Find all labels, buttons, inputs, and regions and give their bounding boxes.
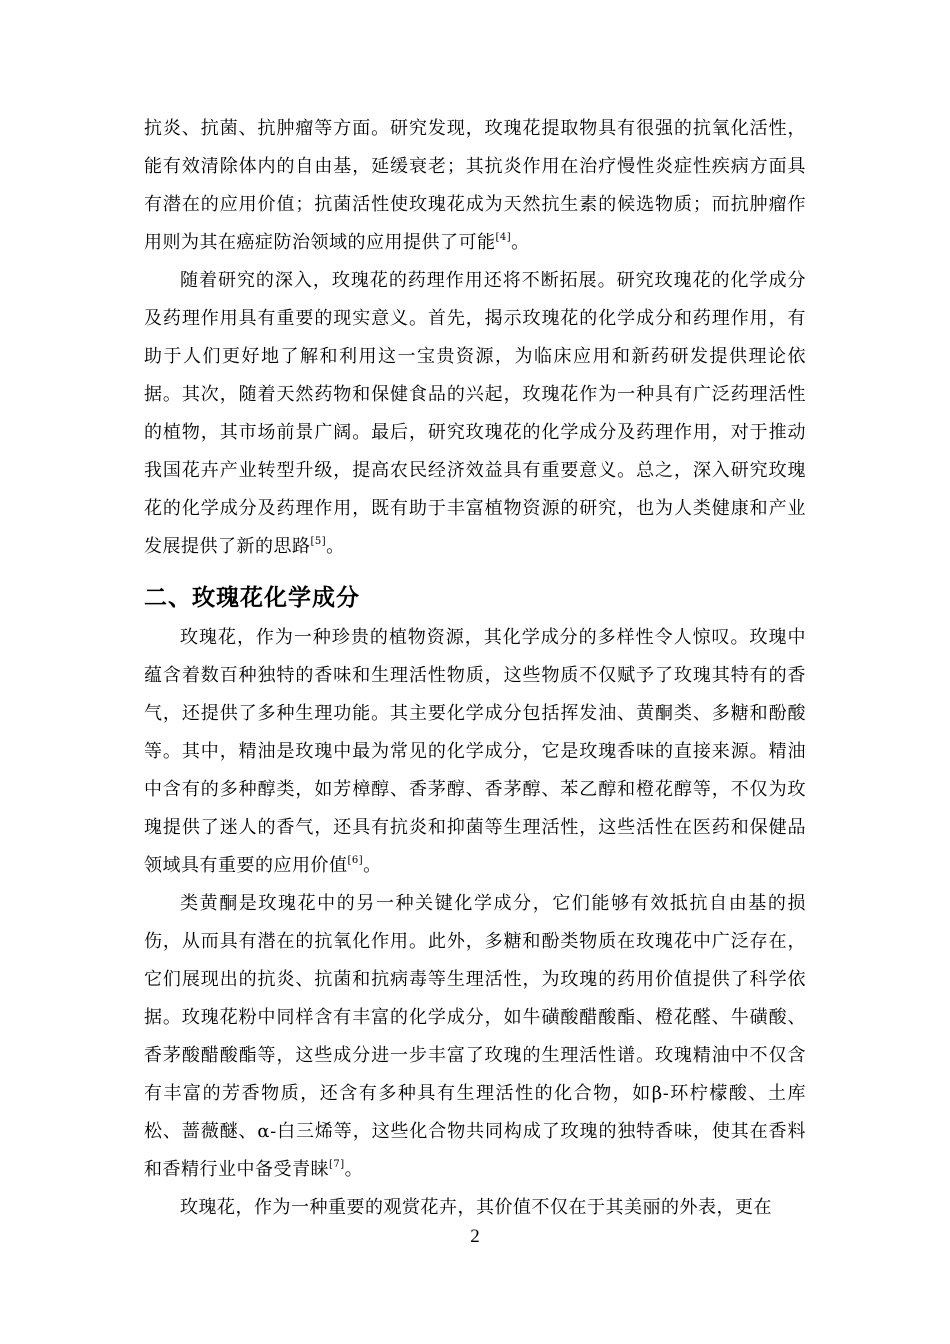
paragraph-end: 。	[344, 1159, 364, 1180]
section-heading: 二、玫瑰花化学成分	[144, 585, 360, 611]
paragraph-text: 类黄酮是玫瑰花中的另一种关键化学成分，它们能够有效抵抗自由基的损伤，从而具有潜在的抗氧化作用。此外，多糖和酚类物质在玫瑰花中广泛存在，它们展现出的抗炎、抗菌和抗病毒等生理活性，为玫瑰的药用价值提供了科学依据。玫瑰花粉中同样含有丰富的化学成分，如牛磺酸醋酸酯、橙花醛、牛磺酸、香茅酸醋酸酯等，这些成分进一步丰富了玫瑰的生理活性谱。玫瑰精油中不仅含有丰富的芳香物质，还含有多种具有生理活性的化合物，如β-环柠檬酸、土库松、蔷薇醚、α-白三烯等，这些化合物共同构成了玫瑰的独特香味，使其在香料和香精行业中备受青睐	[144, 893, 806, 1180]
paragraph-text: 抗炎、抗菌、抗肿瘤等方面。研究发现，玫瑰花提取物具有很强的抗氧化活性，能有效清除体内的自由基，延缓衰老；其抗炎作用在治疗慢性炎症性疾病方面具有潜在的应用价值；抗菌活性使玫瑰花成为天然抗生素的候选物质；而抗肿瘤作用则为其在癌症防治领域的应用提供了可能	[144, 118, 806, 253]
paragraph-end: 。	[363, 855, 382, 876]
paragraph-text: 玫瑰花，作为一种珍贵的植物资源，其化学成分的多样性令人惊叹。玫瑰中蕴含着数百种独特的香味和生理活性物质，这些物质不仅赋予了玫瑰其特有的香气，还提供了多种生理功能。其主要化学成分包括挥发油、黄酮类、多糖和酚酸等。其中，精油是玫瑰中最为常见的化学成分，它是玫瑰香味的直接来源。精油中含有的多种醇类，如芳樟醇、香茅醇、香茅醇、苯乙醇和橙花醇等，不仅为玫瑰提供了迷人的香气，还具有抗炎和抑菌等生理活性，这些活性在医药和保健品领域具有重要的应用价值	[144, 627, 806, 876]
paragraph-research-significance	[144, 262, 806, 566]
paragraph-text: 玫瑰花，作为一种重要的观赏花卉，其价值不仅在于其美丽的外表，更在	[180, 1197, 772, 1218]
citation-ref: [4]	[495, 232, 512, 243]
paragraph-text: 随着研究的深入，玫瑰花的药理作用还将不断拓展。研究玫瑰花的化学成分及药理作用具有重要的现实意义。首先，揭示玫瑰花的化学成分和药理作用，有助于人们更好地了解和利用这一宝贵资源，为临床应用和新药研发提供理论依据。其次，随着天然药物和保健食品的兴起，玫瑰花作为一种具有广泛药理活性的植物，其市场前景广阔。最后，研究玫瑰花的化学成分及药理作用，对于推动我国花卉产业转型升级，提高农民经济效益具有重要意义。总之，深入研究玫瑰花的化学成分及药理作用，既有助于丰富植物资源的研究，也为人类健康和产业发展提供了新的思路	[144, 270, 806, 557]
page-number: 2	[470, 1226, 480, 1247]
paragraph-end: 。	[326, 536, 345, 557]
paragraph-ornamental-value	[144, 1189, 806, 1227]
page-body	[144, 110, 806, 1227]
paragraph-chemical-diversity	[144, 619, 806, 885]
citation-ref: [5]	[310, 536, 327, 547]
paragraph-flavonoids	[144, 885, 806, 1189]
paragraph-end: 。	[511, 232, 530, 253]
citation-ref: [7]	[329, 1159, 345, 1170]
citation-ref: [6]	[347, 855, 364, 866]
paragraph-antiinflammatory-continuation	[144, 110, 806, 262]
